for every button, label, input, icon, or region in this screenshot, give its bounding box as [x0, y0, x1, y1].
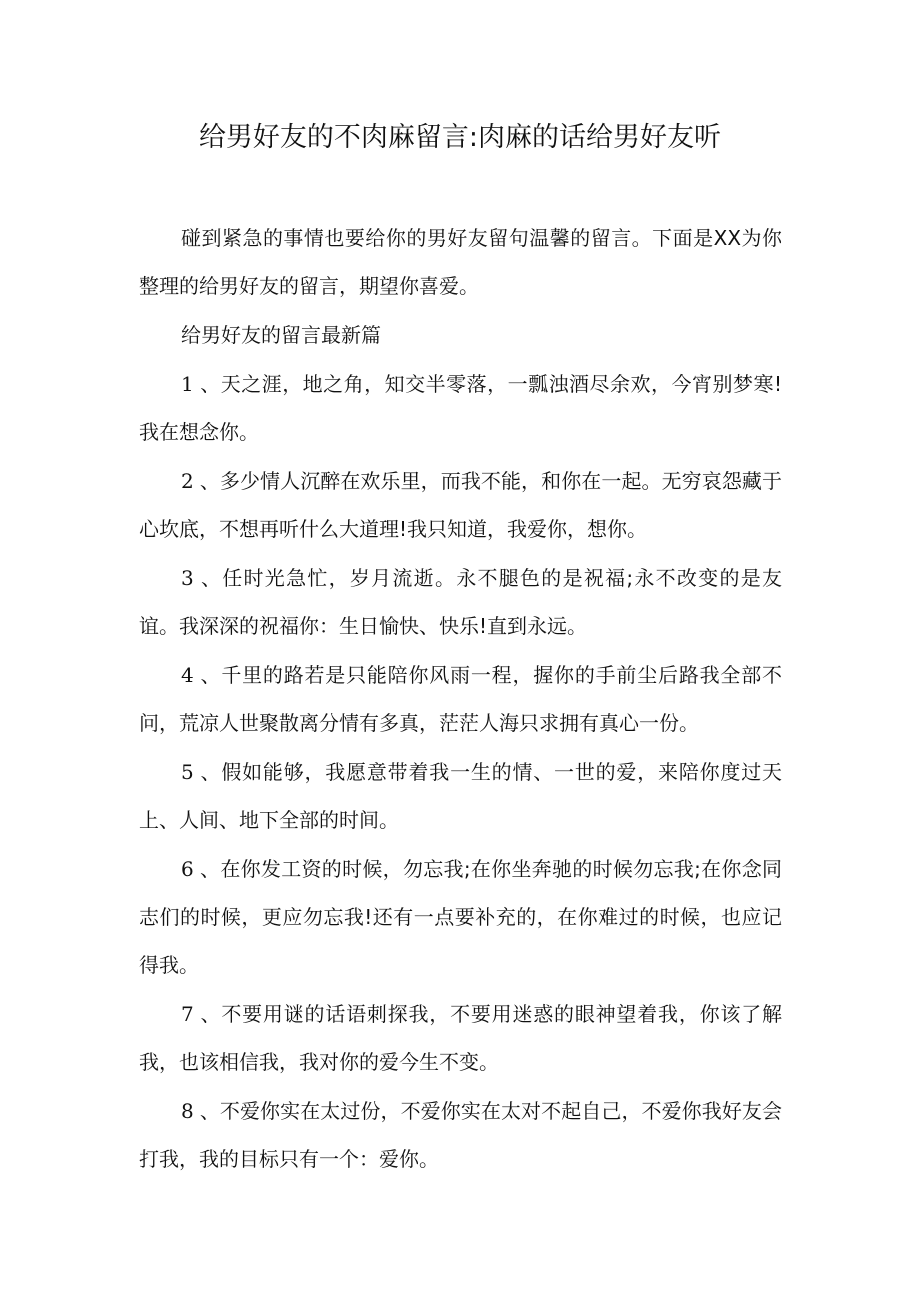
list-item: [139, 845, 782, 989]
item-text: 、任时光急忙，岁月流逝。永不腿色的是祝福;永不改变的是友谊。我深深的祝福你：生日愉快、快乐!直到永远。: [139, 566, 782, 638]
list-item: [139, 651, 782, 747]
item-number: 7: [181, 1002, 194, 1026]
item-text: 、不要用谜的话语刺探我，不要用迷惑的眼神望着我，你该了解我，也该相信我，我对你的爱今生不变。: [139, 1002, 782, 1074]
document-body: [139, 214, 782, 1184]
item-text: 、千里的路若是只能陪你风雨一程，握你的手前尘后路我全部不问，荒凉人世聚散离分情有多真，茫茫人海只求拥有真心一份。: [139, 663, 782, 735]
item-number: 4: [181, 663, 194, 687]
item-text: 、在你发工资的时候，勿忘我;在你坐奔驰的时候勿忘我;在你念同志们的时候，更应勿忘我!还有一点要补充的，在你难过的时候，也应记得我。: [139, 857, 782, 977]
item-text: 、多少情人沉醉在欢乐里，而我不能，和你在一起。无穷哀怨藏于心坎底，不想再听什么大道理!我只知道，我爱你，想你。: [139, 469, 782, 541]
list-item: [139, 457, 782, 553]
list-item: [139, 554, 782, 650]
list-item: [139, 990, 782, 1086]
document-title: 给男好友的不肉麻留言:肉麻的话给男好友听: [198, 122, 722, 153]
intro-paragraph: 碰到紧急的事情也要给你的男好友留句温馨的留言。下面是XX为你整理的给男好友的留言，期望你喜爱。: [139, 226, 782, 298]
list-item: [139, 748, 782, 844]
item-text: 、天之涯，地之角，知交半零落，一瓢浊酒尽余欢，今宵别梦寒!我在想念你。: [139, 372, 782, 444]
item-text: 、假如能够，我愿意带着我一生的情、一世的爱，来陪你度过天上、人间、地下全部的时间。: [139, 760, 782, 832]
item-number: 3: [181, 566, 194, 590]
item-number: 1: [181, 372, 194, 396]
item-number: 5: [181, 760, 194, 784]
list-item: [139, 1087, 782, 1183]
item-number: 2: [181, 469, 194, 493]
item-number: 6: [181, 857, 194, 881]
item-text: 、不爱你实在太过份，不爱你实在太对不起自己，不爱你我好友会打我，我的目标只有一个：爱你。: [139, 1099, 782, 1171]
item-number: 8: [181, 1099, 194, 1123]
list-item: [139, 360, 782, 456]
section-heading: 给男好友的留言最新篇: [181, 323, 381, 347]
